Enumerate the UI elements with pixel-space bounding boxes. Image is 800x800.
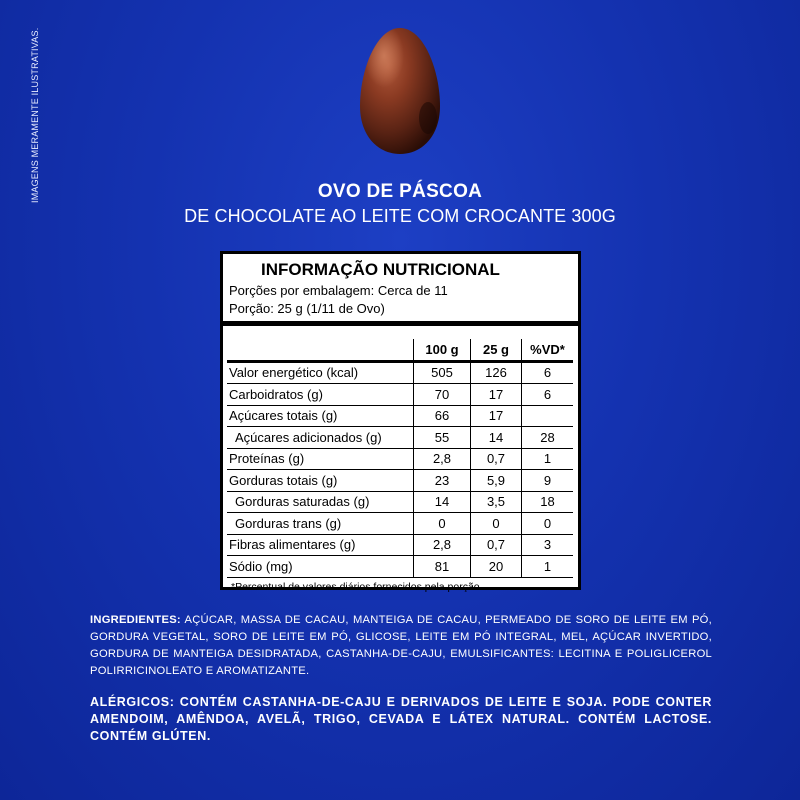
table-row (227, 427, 573, 449)
nutrient-label: Valor energético (kcal) (227, 361, 414, 384)
value-100g: 14 (414, 491, 471, 513)
ingredients-text: AÇÚCAR, MASSA DE CACAU, MANTEIGA DE CACAU, PERMEADO DE SORO DE LEITE EM PÓ, GORDURA VEGETAL, SORO DE LEITE EM PÓ, GLICOSE, LEITE EM PÓ INTEGRAL, MEL, AÇÚCAR INVERTIDO, GORDURA DE MANTEIGA DESIDRATADA, CASTANHA-DE-CAJU, EMULSIFICANTES: LECITINA E POLIGLICEROL POLIRRICINOLEATO E AROMATIZANTE. (90, 614, 712, 677)
value-daily-percent: 6 (522, 384, 574, 406)
divider (223, 321, 578, 326)
product-title: OVO DE PÁSCOA (317, 181, 483, 202)
nutrient-label: Gorduras saturadas (g) (227, 491, 414, 513)
value-100g: 2,8 (414, 448, 471, 470)
product-subtitle: DE CHOCOLATE AO LEITE COM CROCANTE 300G (184, 206, 616, 226)
header-empty (227, 339, 414, 361)
table-row (227, 448, 573, 470)
ingredients-label: INGREDIENTES: (90, 614, 181, 626)
allergens-block: ALÉRGICOS: CONTÉM CASTANHA-DE-CAJU E DERIVADOS DE LEITE E SOJA. PODE CONTER AMENDOIM, AMÊNDOA, AVELÃ, TRIGO, CEVADA E LÁTEX NATURAL. CONTÉM LACTOSE. CONTÉM GLÚTEN. (90, 695, 712, 743)
value-100g: 70 (414, 384, 471, 406)
value-100g: 66 (414, 405, 471, 427)
nutrient-label: Proteínas (g) (227, 448, 414, 470)
nutrition-title: INFORMAÇÃO NUTRICIONAL (261, 260, 500, 279)
disclaimer-vertical: IMAGENS MERAMENTE ILUSTRATIVAS. (30, 28, 40, 204)
nutrient-label: Gorduras trans (g) (227, 513, 414, 535)
nutrient-label: Açúcares adicionados (g) (227, 427, 414, 449)
table-row (227, 556, 573, 578)
value-daily-percent: 0 (522, 513, 574, 535)
nutrient-label: Carboidratos (g) (227, 384, 414, 406)
table-row (227, 470, 573, 492)
value-100g: 55 (414, 427, 471, 449)
nutrient-label: Fibras alimentares (g) (227, 534, 414, 556)
value-25g: 5,9 (471, 470, 522, 492)
column-header: 25 g (471, 339, 522, 361)
value-100g: 0 (414, 513, 471, 535)
value-daily-percent: 18 (522, 491, 574, 513)
value-daily-percent (522, 405, 574, 427)
serving-size: Porção: 25 g (1/11 de Ovo) (229, 301, 385, 316)
value-25g: 0,7 (471, 448, 522, 470)
nutrient-label: Sódio (mg) (227, 556, 414, 578)
chocolate-egg-image (358, 26, 442, 156)
value-daily-percent: 9 (522, 470, 574, 492)
table-row (227, 405, 573, 427)
value-100g: 81 (414, 556, 471, 578)
value-25g: 17 (471, 384, 522, 406)
value-25g: 14 (471, 427, 522, 449)
table-row (227, 361, 573, 384)
nutrient-label: Gorduras totais (g) (227, 470, 414, 492)
nutrition-table (227, 339, 573, 578)
value-25g: 126 (471, 361, 522, 384)
value-daily-percent: 28 (522, 427, 574, 449)
value-daily-percent: 6 (522, 361, 574, 384)
value-25g: 20 (471, 556, 522, 578)
table-row (227, 384, 573, 406)
value-daily-percent: 1 (522, 556, 574, 578)
column-header: %VD* (522, 339, 574, 361)
value-25g: 3,5 (471, 491, 522, 513)
nutrition-facts-panel (220, 251, 581, 593)
value-100g: 2,8 (414, 534, 471, 556)
value-25g: 17 (471, 405, 522, 427)
value-daily-percent: 3 (522, 534, 574, 556)
value-25g: 0,7 (471, 534, 522, 556)
column-header: 100 g (414, 339, 471, 361)
value-25g: 0 (471, 513, 522, 535)
value-100g: 23 (414, 470, 471, 492)
table-row (227, 534, 573, 556)
value-daily-percent: 1 (522, 448, 574, 470)
nutrient-label: Açúcares totais (g) (227, 405, 414, 427)
servings-per-package: Porções por embalagem: Cerca de 11 (229, 283, 448, 298)
ingredients-block (90, 612, 712, 680)
value-100g: 505 (414, 361, 471, 384)
table-row (227, 513, 573, 535)
nutrition-footnote: *Percentual de valores diários fornecidos pela porção. (231, 580, 483, 593)
table-row (227, 491, 573, 513)
